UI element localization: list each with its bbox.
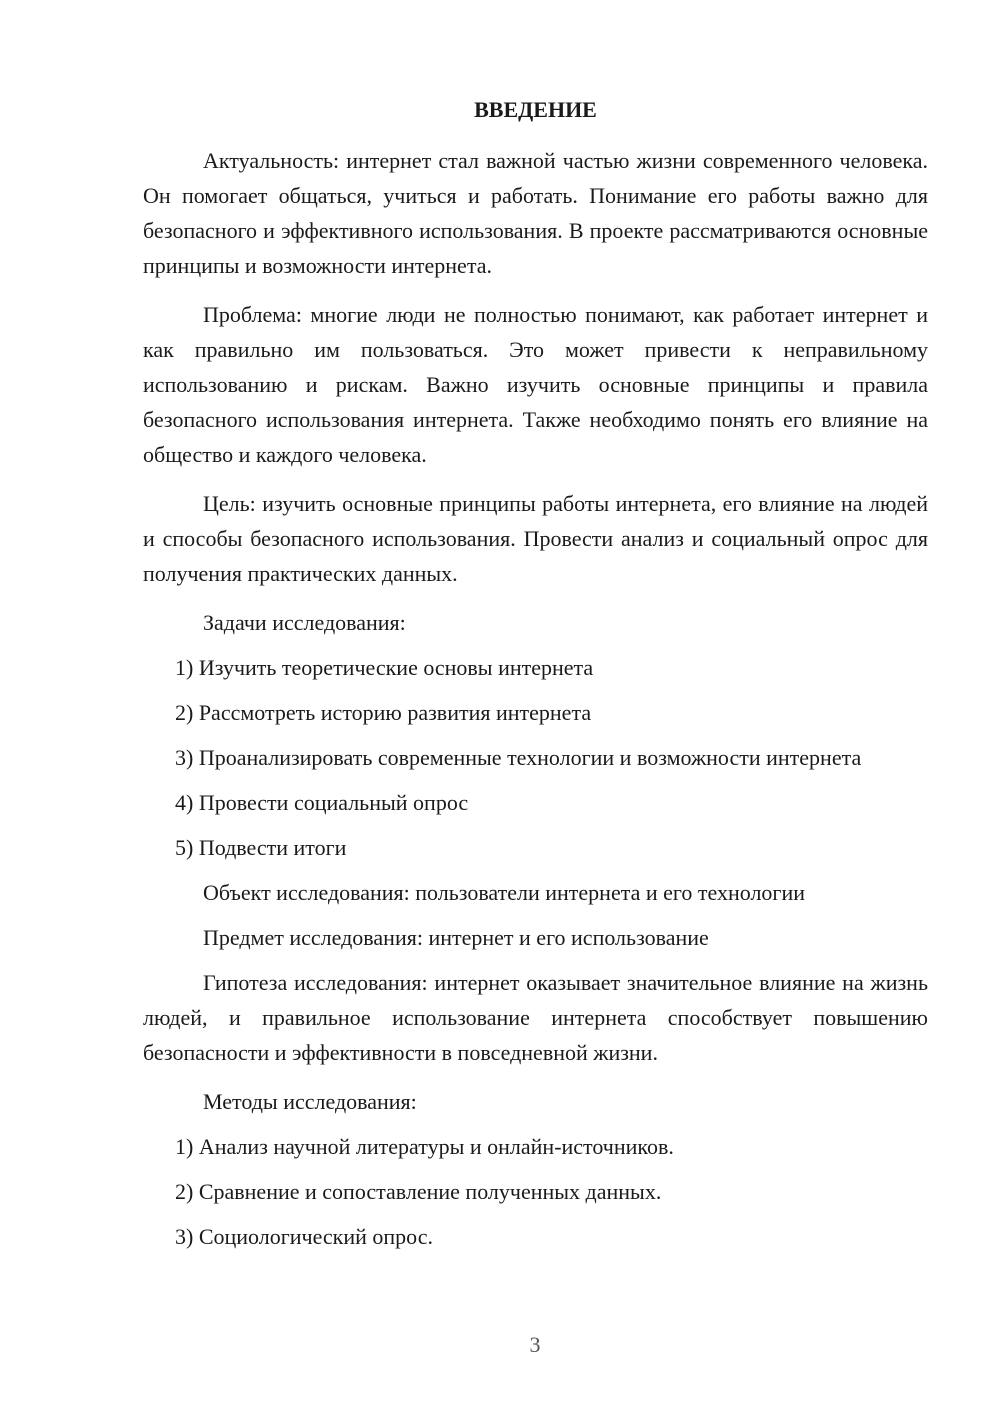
tasks-heading: Задачи исследования: <box>203 610 406 635</box>
research-subject: Предмет исследования: интернет и его использование <box>203 925 709 950</box>
task-item: 2) Рассмотреть историю развития интернета <box>175 700 592 725</box>
task-item: 3) Проанализировать современные технологии и возможности интернета <box>175 745 862 770</box>
task-item: 4) Провести социальный опрос <box>175 790 469 815</box>
goal-paragraph: Цель: изучить основные принципы работы интернета, его влияние на людей и способы безопасного использования. Провести анализ и социальный опрос для получения практических данных. <box>143 491 928 586</box>
page-title: ВВЕДЕНИЕ <box>474 97 597 122</box>
problem-paragraph: Проблема: многие люди не полностью понимают, как работает интернет и как правильно им пользоваться. Это может привести к неправильному использованию и рискам. Важно изучить основные принципы и правила безопасного использования интернета. Также необходимо понять его влияние на общество и каждого человека. <box>143 302 928 467</box>
method-item: 2) Сравнение и сопоставление полученных данных. <box>175 1179 662 1204</box>
document-page <box>143 92 928 1264</box>
method-item: 3) Социологический опрос. <box>175 1224 433 1249</box>
relevance-paragraph: Актуальность: интернет стал важной частью жизни современного человека. Он помогает общаться, учиться и работать. Понимание его работы важно для безопасного и эффективного использования. В проекте рассматриваются основные принципы и возможности интернета. <box>143 148 928 278</box>
research-object: Объект исследования: пользователи интернета и его технологии <box>203 880 806 905</box>
hypothesis-paragraph: Гипотеза исследования: интернет оказывает значительное влияние на жизнь людей, и правильное использование интернета способствует повышению безопасности и эффективности в повседневной жизни. <box>143 970 928 1065</box>
task-item: 5) Подвести итоги <box>175 835 347 860</box>
task-item: 1) Изучить теоретические основы интернета <box>175 655 594 680</box>
method-item: 1) Анализ научной литературы и онлайн-источников. <box>175 1134 674 1159</box>
page-number: 3 <box>529 1332 541 1357</box>
methods-heading: Методы исследования: <box>203 1089 417 1114</box>
